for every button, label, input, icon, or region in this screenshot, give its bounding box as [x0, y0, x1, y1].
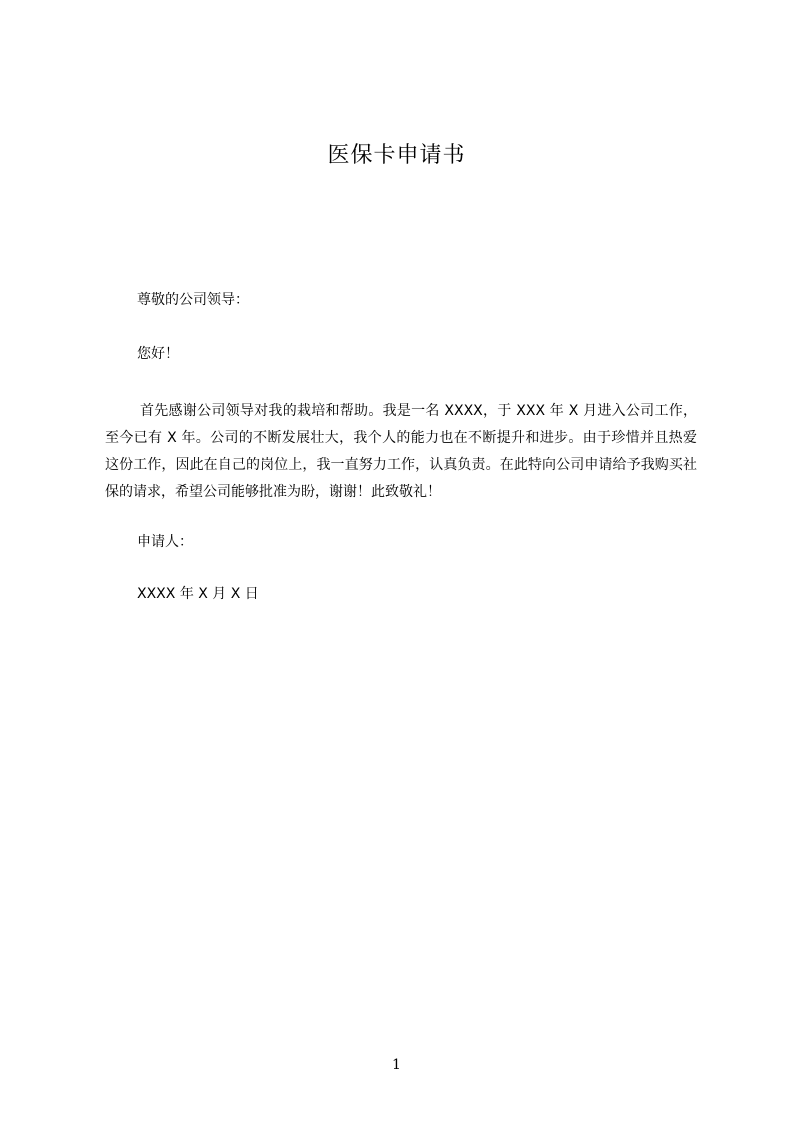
- salutation: 尊敬的公司领导：: [137, 292, 249, 308]
- document-title: 医保卡申请书: [327, 143, 466, 168]
- greeting: 您好！: [137, 346, 179, 362]
- date-line: XXXX 年 X 月 X 日: [137, 586, 259, 602]
- page-number: 1: [392, 1057, 401, 1073]
- body-paragraph: 首先感谢公司领导对我的栽培和帮助。我是一名 XXXX，于 XXX 年 X 月进入公司工作，至今已有 X 年。公司的不断发展壮大，我个人的能力也在不断提升和进步。由于珍惜并且热爱这份工作，因此在自己的岗位上，我一直努力工作，认真负责。在此特向公司申请给予我购买社保的请求，希望公司能够批准为盼，谢谢！此致敬礼！: [105, 403, 697, 500]
- applicant-label: 申请人：: [137, 534, 193, 550]
